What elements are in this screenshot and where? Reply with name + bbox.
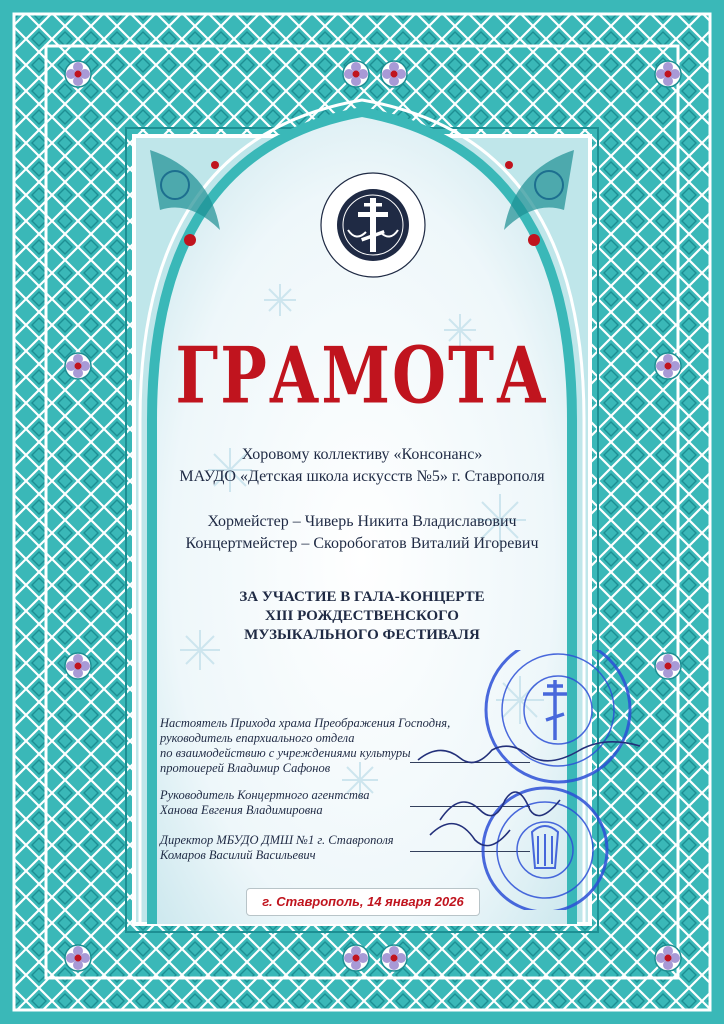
award-line-1: ЗА УЧАСТИЕ В ГАЛА-КОНЦЕРТЕ: [239, 589, 485, 605]
recipient-collective: Хоровому коллективу «Консонанс»: [241, 446, 483, 463]
signatory-line: руководитель епархиального отдела: [160, 731, 355, 745]
signatory-line: Ханова Евгения Владимировна: [160, 803, 323, 817]
award-line-2: XIII РОЖДЕСТВЕНСКОГО: [265, 608, 459, 624]
date-place-label: г. Ставрополь, 14 января 2026: [246, 888, 480, 916]
parish-emblem: [318, 170, 428, 280]
signatory-agency: [160, 788, 370, 818]
signatory-line: по взаимодействию с учреждениями культуры: [160, 746, 411, 760]
accompanist-name: Концертмейстер – Скоробогатов Виталий Игоревич: [185, 535, 539, 552]
certificate-title: ГРАМОТА: [175, 330, 549, 422]
signatory-line: Директор МБУДО ДМШ №1 г. Ставрополя: [160, 833, 394, 847]
recipient-school: МАУДО «Детская школа искусств №5» г. Ставрополя: [179, 468, 545, 485]
signatory-line: Руководитель Концертного агентства: [160, 788, 370, 802]
stamps-and-signatures: [400, 650, 650, 910]
signatory-line: Настоятель Прихода храма Преображения Господня,: [160, 716, 451, 730]
parish-stamp: [486, 650, 630, 782]
signatory-line: Комаров Василий Васильевич: [160, 848, 316, 862]
choirmaster-name: Хормейстер – Чиверь Никита Владиславович: [207, 513, 517, 530]
award-line-3: МУЗЫКАЛЬНОГО ФЕСТИВАЛЯ: [244, 627, 480, 643]
signatory-director: [160, 833, 394, 863]
signatory-line: протоиерей Владимир Сафонов: [160, 761, 331, 775]
